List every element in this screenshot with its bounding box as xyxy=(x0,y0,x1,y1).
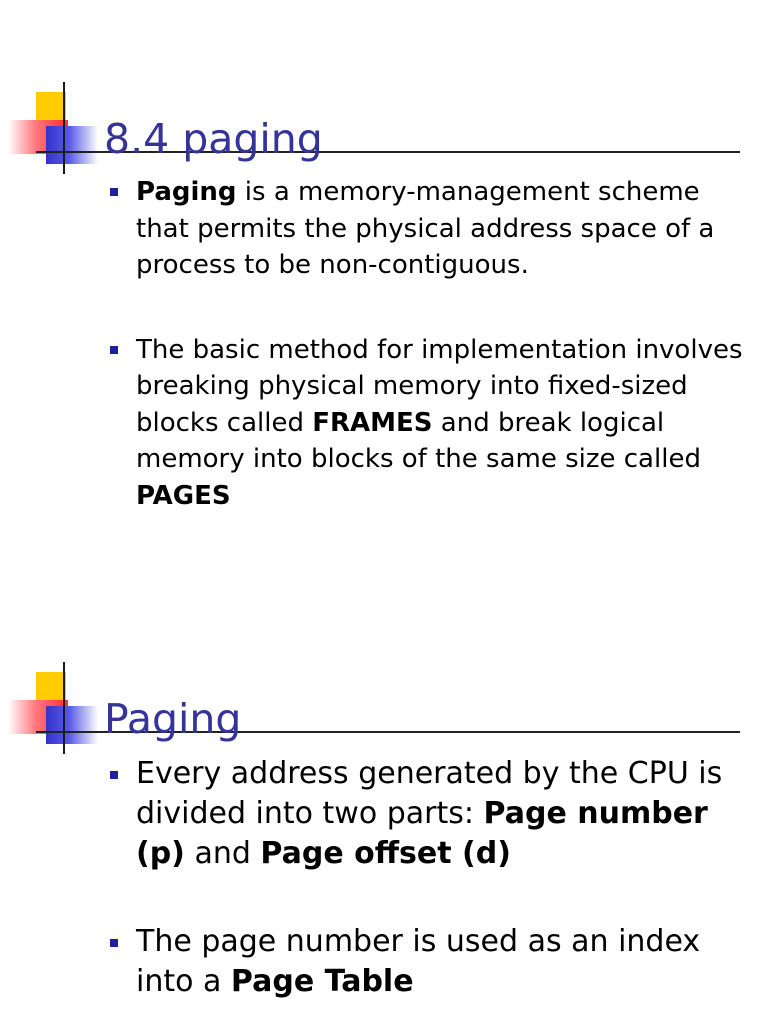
bullet-item xyxy=(104,754,754,874)
bullet-text xyxy=(136,756,722,871)
bullet-text xyxy=(136,335,743,511)
square-bullet-icon xyxy=(110,939,118,947)
vertical-rule xyxy=(63,662,65,754)
bold-term: Page offset (d) xyxy=(260,836,511,871)
square-bullet-icon xyxy=(110,188,118,196)
square-bullet-icon xyxy=(110,771,118,779)
bullet-run: and xyxy=(184,836,261,871)
vertical-rule xyxy=(63,82,65,174)
bullet-item xyxy=(104,174,754,284)
bullet-run: The basic method for implementation involves breaking physical memory into fixed-sized blocks called xyxy=(136,334,743,438)
slide-title: Paging xyxy=(104,695,242,744)
bullet-item xyxy=(104,922,754,1002)
slide-title: 8.4 paging xyxy=(104,115,323,164)
bullet-run: The page number is used as an index into a xyxy=(136,924,701,999)
bullet-text xyxy=(136,177,714,280)
blue-square xyxy=(46,706,98,744)
bold-term: Page number (p) xyxy=(136,796,708,871)
bullet-text xyxy=(136,924,700,999)
bullet-item xyxy=(104,332,754,513)
corner-accent-icon xyxy=(0,0,110,180)
bullet-run: is a memory-management scheme that permits the physical address space of a process to be non-contiguous. xyxy=(136,177,715,280)
bold-term: PAGES xyxy=(136,480,231,511)
corner-accent-icon xyxy=(0,580,110,760)
blue-square xyxy=(46,126,98,164)
square-bullet-icon xyxy=(110,346,118,354)
bold-term: FRAMES xyxy=(312,407,433,438)
bullet-list xyxy=(104,174,754,512)
slide-2 xyxy=(0,580,768,1024)
bullet-run: and break logical memory into blocks of the same size called xyxy=(136,407,701,474)
bullet-list xyxy=(104,754,754,1002)
bullet-run: Every address generated by the CPU is divided into two parts: xyxy=(136,756,723,831)
bold-term: Paging xyxy=(136,177,237,207)
bold-term: Page Table xyxy=(230,964,414,999)
